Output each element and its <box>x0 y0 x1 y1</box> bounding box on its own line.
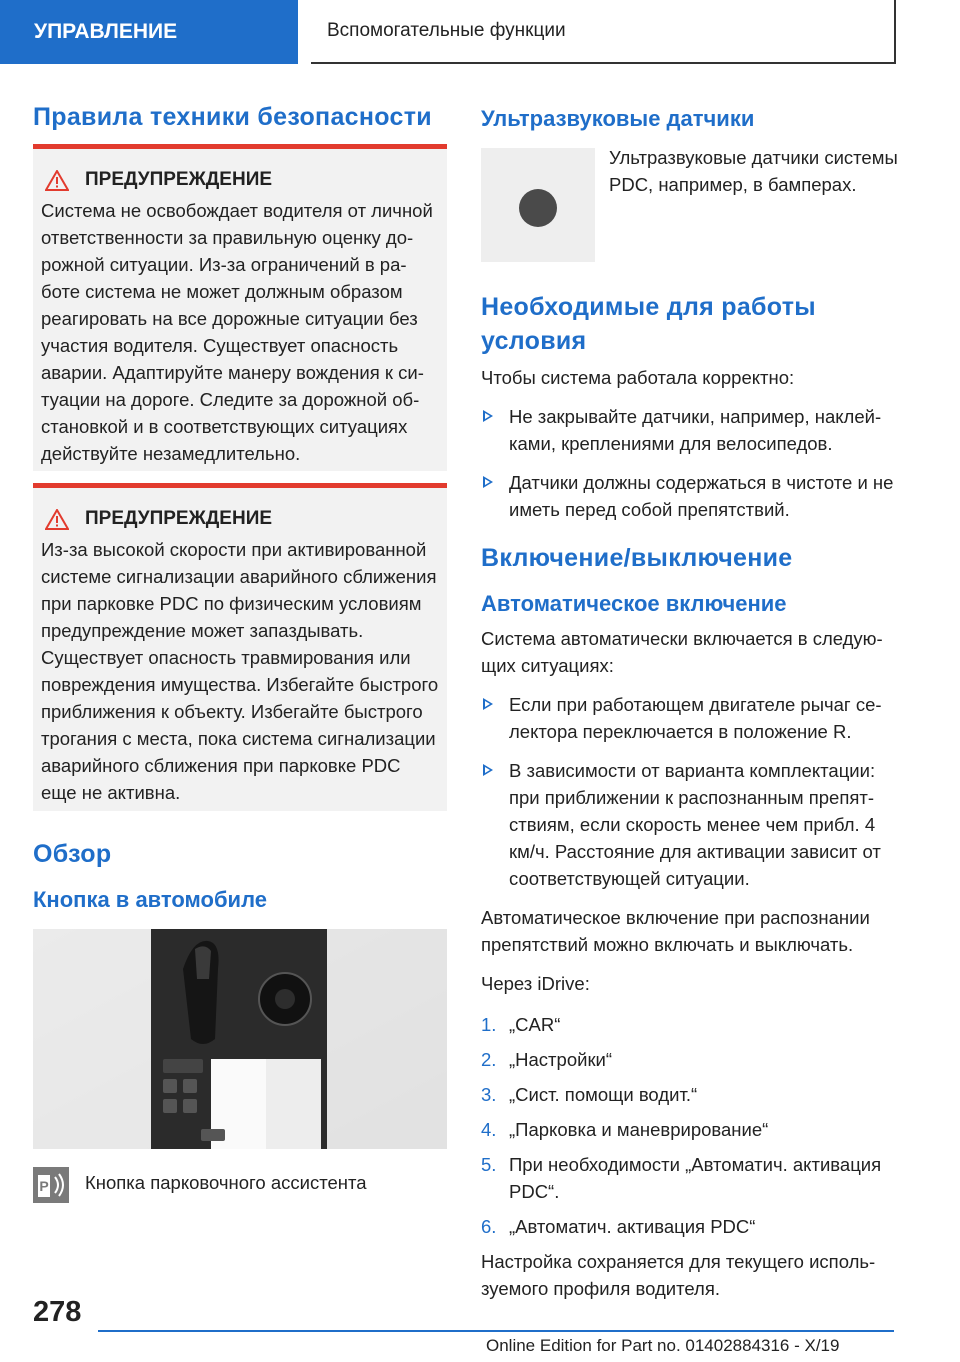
step-item: 5. При необходимости „Автоматич. активация PDC“. <box>481 1154 882 1202</box>
warning-heading: ПРЕДУПРЕЖДЕНИЕ <box>41 508 439 530</box>
auto-title: Автоматическое включение <box>481 591 787 616</box>
auto-intro: Система автоматически включается в следующих ситуациях: <box>481 628 883 676</box>
auto-note: Автоматическое включение при распознании препятствий можно включать и выключать. <box>481 907 870 955</box>
step-item: 1. „CAR“ <box>481 1014 561 1035</box>
safety-title: Правила техники безопасности <box>33 103 432 131</box>
footer-divider <box>98 1330 894 1332</box>
parking-assistant-icon <box>33 1167 69 1203</box>
onoff-title: Включение/выключение <box>481 544 793 572</box>
list-item: В зависимости от варианта комплектации: при приближении к распознанным препятствиям, если скорость менее чем прибл. 4 км/ч. Расстояние для активации зависит от соответствующей ситуации. <box>481 757 901 892</box>
section-title: УПРАВЛЕНИЕ <box>34 20 178 43</box>
list-item: Датчики должны содержаться в чистоте и не иметь перед собой препятствий. <box>481 469 901 523</box>
sensors-row <box>481 148 901 262</box>
warning-text: Система не освобождает водителя от личной ответственности за правильную оценку дорожной ситуации. Из-за ограничений в работе система не может должным образом реагировать на все дорожные ситуации без участия водителя. Существует опасность аварии. Адаптируйте манеру вождения к ситуации на дороге. Следите за дорожной обстановкой и в соответствующих ситуациях действуйте незамедлительно. <box>41 200 433 464</box>
list-item: Не закрывайте датчики, например, наклейками, креплениями для велосипедов. <box>481 403 901 457</box>
auto-list <box>481 691 901 892</box>
triangle-bullet-icon <box>483 476 493 488</box>
warning-text: Из-за высокой скорости при активированной системе сигнализации аварийного сближения при парковке PDC по физическим условиям предупреждение может запаздывать. Существует опасность травмирования или повреждения имущества. Избегайте быстрого приближения к объекту. Избегайте быстрого трогания с места, пока система сигнализации аварийного сближения при парковке PDC еще не активна. <box>41 539 439 803</box>
console-photo <box>33 929 447 1149</box>
step-item: 2. „Настройки“ <box>481 1049 613 1070</box>
warning-icon <box>45 170 69 191</box>
idrive-steps <box>481 1011 901 1240</box>
triangle-bullet-icon <box>483 764 493 776</box>
chapter-title: Вспомогательные функции <box>327 20 566 41</box>
overview-title: Обзор <box>33 840 112 868</box>
sensors-title: Ультразвуковые датчики <box>481 106 755 131</box>
svg-text:P: P <box>39 1178 49 1194</box>
ultrasonic-sensor-icon <box>481 148 595 262</box>
button-title: Кнопка в автомобиле <box>33 887 267 912</box>
chapter-header <box>311 0 896 64</box>
edition-text: Online Edition for Part no. 01402884316 - X/19 <box>486 1336 840 1355</box>
warning-box-2 <box>33 483 447 811</box>
sensors-text: Ультразвуковые датчики системы PDC, например, в бамперах. <box>609 147 898 195</box>
section-tab <box>0 0 298 64</box>
final-note: Настройка сохраняется для текущего используемого профиля водителя. <box>481 1251 876 1299</box>
step-item: 6. „Автоматич. активация PDC“ <box>481 1216 756 1237</box>
warning-heading: ПРЕДУПРЕЖДЕНИЕ <box>41 169 439 191</box>
button-caption: Кнопка парковочного ассистента <box>85 1172 367 1193</box>
triangle-bullet-icon <box>483 410 493 422</box>
button-caption-row <box>33 1167 447 1203</box>
left-column <box>33 100 447 1203</box>
triangle-bullet-icon <box>483 698 493 710</box>
warning-box-1 <box>33 144 447 471</box>
step-item: 4. „Парковка и маневрирование“ <box>481 1119 769 1140</box>
car-console-illustration <box>33 929 447 1149</box>
right-column <box>481 100 901 1302</box>
step-item: 3. „Сист. помощи водит.“ <box>481 1084 698 1105</box>
list-item: Если при работающем двигателе рычаг селектора переключается в положение R. <box>481 691 901 745</box>
page-number: 278 <box>33 1296 82 1328</box>
warning-icon <box>45 509 69 530</box>
via-idrive: Через iDrive: <box>481 973 590 994</box>
conditions-title: Необходимые для работы условия <box>481 293 816 355</box>
sensor-image <box>481 148 595 262</box>
conditions-list <box>481 403 901 523</box>
conditions-intro: Чтобы система работала корректно: <box>481 367 795 388</box>
